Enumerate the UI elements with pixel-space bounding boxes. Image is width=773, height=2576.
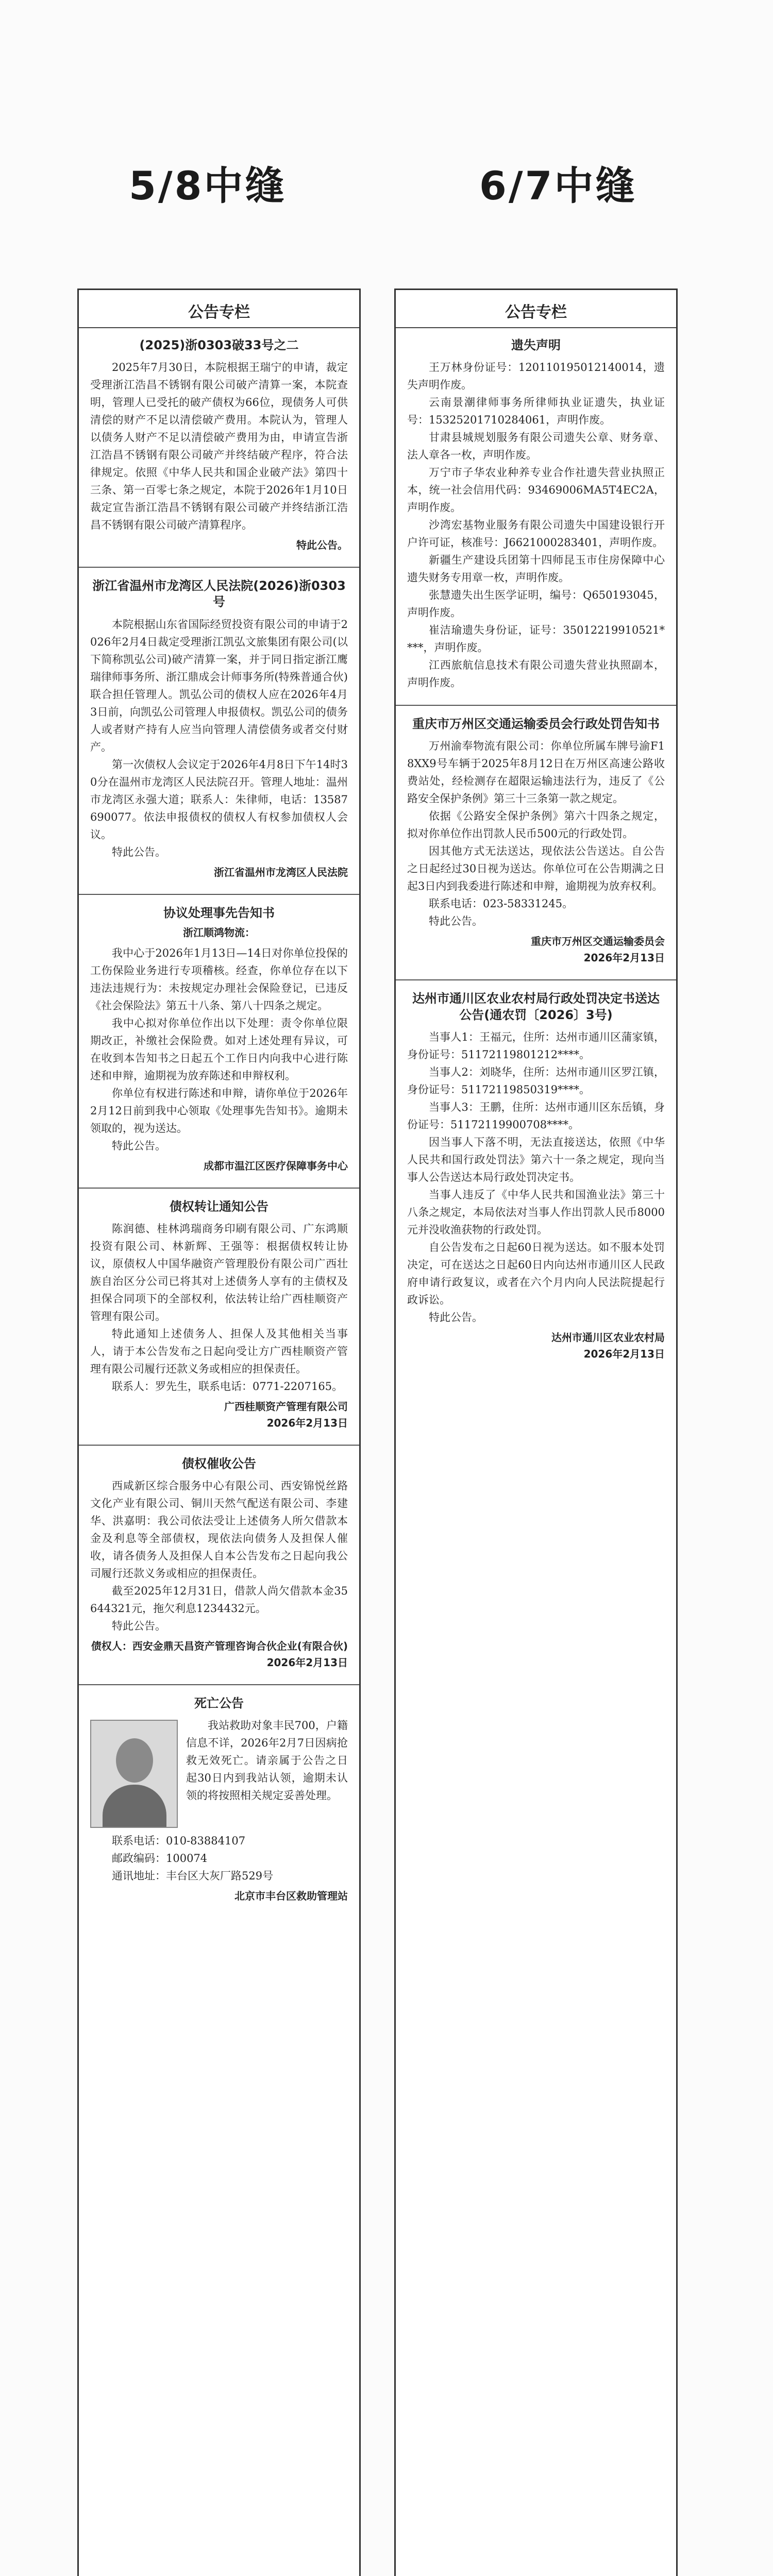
- divider: [79, 1684, 359, 1685]
- notice-paragraph: 邮政编码：100074: [112, 1852, 208, 1865]
- notice-paragraph: 特此公告。: [112, 1139, 166, 1152]
- notice-signature: 特此公告。: [296, 539, 348, 552]
- notice-paragraph: 崔洁瑜遗失身份证，证号：35012219910521****，声明作废。: [407, 624, 665, 654]
- notice-paragraph: 因当事人下落不明，无法直接送达，依照《中华人民共和国行政处罚法》第六十一条之规定，现向当事人公告送达本局行政处罚决定书。: [407, 1136, 665, 1183]
- notice-signature: 成都市温江区医疗保障事务中心: [204, 1159, 348, 1172]
- notice-addressee: 浙江顺鸿物流：: [183, 926, 255, 939]
- notice-signature: 达州市通川区农业农村局 2026年2月13日: [551, 1331, 665, 1360]
- notice-paragraph: 当事人违反了《中华人民共和国渔业法》第三十八条之规定，本局依法对当事人作出罚款人民币8000元并没收渔获物的行政处罚。: [407, 1188, 665, 1236]
- left-notice-column: [77, 289, 361, 2576]
- notice-paragraph: 王万林身份证号：120110195012140014，遗失声明作废。: [407, 361, 665, 392]
- notice-paragraph: 截至2025年12月31日，借款人尚欠借款本金35644321元，拖欠利息1234432元。: [90, 1585, 348, 1615]
- divider: [396, 705, 676, 706]
- photo-body-shape: [103, 1785, 166, 1828]
- notice-paragraph: 江西旅航信息技术有限公司遗失营业执照副本，声明作废。: [407, 659, 665, 689]
- notice-signature: 广西桂顺资产管理有限公司 2026年2月13日: [224, 1400, 348, 1429]
- notice-paragraph: 张慧遗失出生医学证明，编号：Q650193045，声明作废。: [407, 589, 665, 619]
- divider: [79, 1445, 359, 1446]
- notice-paragraph: 陈润德、桂林鸿瑞商务印刷有限公司、广东鸿顺投资有限公司、林新辉、王强等：根据债权转让协议，原债权人中国华融资产管理股份有限公司广西壮族自治区分公司已将其对上述债务人享有的主债权及担保合同项下的全部权利，依法转让给广西桂顺资产管理有限公司。: [90, 1222, 348, 1323]
- notice-paragraph: 特此公告。: [429, 1311, 483, 1324]
- notice-paragraph: 甘肃县城规划服务有限公司遗失公章、财务章、法人章各一枚，声明作废。: [407, 431, 665, 462]
- notice-title: (2025)浙0303破33号之二: [139, 338, 299, 352]
- notice-death: [90, 1696, 348, 1904]
- notice-title: 债权转让通知公告: [170, 1199, 268, 1214]
- divider: [396, 979, 676, 980]
- notice-signature: 北京市丰台区救助管理站: [234, 1890, 348, 1903]
- notice-paragraph: 沙湾宏基物业服务有限公司遗失中国建设银行开户许可证，核准号：J6621000283401，声明作废。: [407, 519, 665, 549]
- right-column-header: 公告专栏: [396, 290, 676, 328]
- notice-title: 遗失声明: [511, 338, 561, 352]
- notice-bankruptcy-termination: [90, 337, 348, 553]
- right-notice-column: [394, 289, 678, 2576]
- divider: [79, 1188, 359, 1189]
- notice-paragraph: 联系电话：010-83884107: [112, 1835, 246, 1848]
- notice-paragraph: 特此公告。: [112, 1620, 166, 1633]
- notice-paragraph: 我中心拟对你单位作出以下处理：责令你单位限期改正，补缴社会保险费。如对上述处理有异议，可在收到本告知书之日起五个工作日内向我中心进行陈述和申辩，逾期视为放弃陈述和申辩权利。: [90, 1016, 348, 1082]
- notice-agriculture-penalty: [407, 991, 665, 1362]
- notice-paragraph: 当事人1：王福元，住所：达州市通川区蒲家镇，身份证号：51172119801212****。: [407, 1030, 665, 1061]
- divider: [79, 894, 359, 895]
- notice-paragraph: 联系电话：023-58331245。: [429, 897, 574, 910]
- notice-paragraph: 西咸新区综合服务中心有限公司、西安锦悦丝路文化产业有限公司、铜川天然气配送有限公司、李建华、洪嘉明：我公司依法受让上述债务人所欠借款本金及利息等全部债权，现依法向债务人及担保人催收，请各债务人及担保人自本公告发布之日起向我公司履行还款义务或相应的担保责任。: [90, 1480, 348, 1580]
- notice-paragraph: 当事人3：王鹏，住所：达州市通川区东岳镇，身份证号：51172119900708****。: [407, 1100, 665, 1131]
- notice-paragraph: 特此公告。: [112, 845, 166, 858]
- notice-lost-declarations: [407, 337, 665, 691]
- notice-paragraph: 我中心于2026年1月13日—14日对你单位投保的工伤保险业务进行专项稽核。经查，你单位存在以下违法违规行为：未按规定办理社会保险登记，已违反《社会保险法》第五十八条、第八十四条之规定。: [90, 946, 348, 1012]
- notice-signature: 债权人：西安金鼎天昌资产管理咨询合伙企业(有限合伙) 2026年2月13日: [91, 1640, 348, 1669]
- notice-title: 死亡公告: [194, 1696, 244, 1711]
- notice-paragraph: 自公告发布之日起60日视为送达。如不服本处罚决定，可在送达之日起60日内向达州市通川区人民政府申请行政复议，或者在六个月内向人民法院提起行政诉讼。: [407, 1241, 665, 1306]
- notice-paragraph: 2025年7月30日，本院根据王瑞宁的申请，裁定受理浙江浩昌不锈钢有限公司破产清算一案，本院查明，管理人已受托的破产债权为66位，现债务人可供清偿的财产不足以清偿破产费用。本院认为，管理人以债务人财产不足以清偿破产费用为由，申请宣告浙江浩昌不锈钢有限公司破产并终结破产程序，符合法律规定。依照《中华人民共和国企业破产法》第四十三条、第一百零七条之规定，本院于2026年1月10日裁定宣告浙江浩昌不锈钢有限公司破产并终结浙江浩昌不锈钢有限公司破产清算程序。: [90, 361, 348, 532]
- fold-title-left: 5/8中缝: [129, 163, 287, 209]
- notice-title: 浙江省温州市龙湾区人民法院(2026)浙0303号: [92, 579, 346, 609]
- notice-paragraph: 万宁市子华农业种养专业合作社遗失营业执照正本，统一社会信用代码：93469006MA5T4EC2A，声明作废。: [407, 466, 665, 514]
- notice-paragraph: 万州渝奉物流有限公司：你单位所属车牌号渝F18XX9号车辆于2025年8月12日在万州区高速公路收费站处，经检测存在超限运输违法行为，违反了《公路安全保护条例》第三十三条第一款之规定。: [407, 740, 665, 805]
- notice-title: 重庆市万州区交通运输委员会行政处罚告知书: [412, 717, 660, 732]
- notice-paragraph: 云南景潮律师事务所律师执业证遗失，执业证号：15325201710284061，声明作废。: [407, 396, 665, 427]
- notice-debt-collection: [90, 1456, 348, 1671]
- divider: [79, 567, 359, 568]
- deceased-photo: [90, 1720, 178, 1828]
- notice-paragraph: 你单位有权进行陈述和申辩，请你单位于2026年2月12日前到我中心领取《处理事先告知书》。逾期未领取的，视为送达。: [90, 1087, 348, 1134]
- notice-paragraph: 依据《公路安全保护条例》第六十四条之规定，拟对你单位作出罚款人民币500元的行政处罚。: [407, 810, 665, 840]
- notice-insurance-handling: [90, 905, 348, 1174]
- photo-head-shape: [116, 1738, 153, 1783]
- notice-paragraph: 第一次债权人会议定于2026年4月8日下午14时30分在温州市龙湾区人民法院召开。管理人地址：温州市龙湾区永强大道；联系人：朱律师，电话：13587690077。依法申报债权的债权人有权参加债权人会议。: [90, 758, 348, 841]
- notice-title: 达州市通川区农业农村局行政处罚决定书送达公告(通农罚〔2026〕3号): [412, 991, 660, 1022]
- notice-paragraph: 特此公告。: [429, 915, 483, 928]
- notice-debt-transfer: [90, 1199, 348, 1431]
- notice-paragraph: 当事人2：刘晓华，住所：达州市通川区罗江镇，身份证号：51172119850319****。: [407, 1065, 665, 1096]
- left-column-header: 公告专栏: [79, 290, 359, 328]
- notice-paragraph: 本院根据山东省国际经贸投资有限公司的申请于2026年2月4日裁定受理浙江凯弘文旅集团有限公司(以下简称凯弘公司)破产清算一案，并于同日指定浙江鹰瑞律师事务所、浙江鼎成会计师事务所(特殊普通合伙)联合担任管理人。凯弘公司的债权人应在2026年4月3日前，向凯弘公司管理人申报债权。凯弘公司的债务人或者财产持有人应当向管理人清偿债务或者交付财产。: [90, 618, 348, 753]
- fold-title-right: 6/7中缝: [479, 163, 637, 209]
- notice-title: 债权催收公告: [182, 1456, 256, 1471]
- notice-court-bankruptcy: [90, 578, 348, 880]
- notice-traffic-penalty: [407, 716, 665, 966]
- notice-signature: 重庆市万州区交通运输委员会 2026年2月13日: [531, 935, 665, 964]
- notice-paragraph: 我站救助对象丰民700，户籍信息不详，2026年2月7日因病抢救无效死亡。请亲属于公告之日起30日内到我站认领，逾期未认领的将按照相关规定妥善处理。: [186, 1719, 348, 1802]
- notice-paragraph: 特此通知上述债务人、担保人及其他相关当事人，请于本公告发布之日起向受让方广西桂顺资产管理有限公司履行还款义务或相应的担保责任。: [90, 1327, 348, 1375]
- notice-paragraph: 联系人：罗先生，联系电话：0771-2207165。: [112, 1380, 343, 1393]
- notice-signature: 浙江省温州市龙湾区人民法院: [214, 866, 348, 878]
- notice-title: 协议处理事先告知书: [163, 905, 275, 920]
- notice-paragraph: 新疆生产建设兵团第十四师昆玉市住房保障中心遗失财务专用章一枚，声明作废。: [407, 554, 665, 584]
- notice-paragraph: 因其他方式无法送达，现依法公告送达。自公告之日起经过30日视为送达。你单位可在公告期满之日起3日内到我委进行陈述和申辩，逾期视为放弃权利。: [407, 845, 665, 893]
- notice-paragraph: 通讯地址：丰台区大灰厂路529号: [112, 1870, 274, 1883]
